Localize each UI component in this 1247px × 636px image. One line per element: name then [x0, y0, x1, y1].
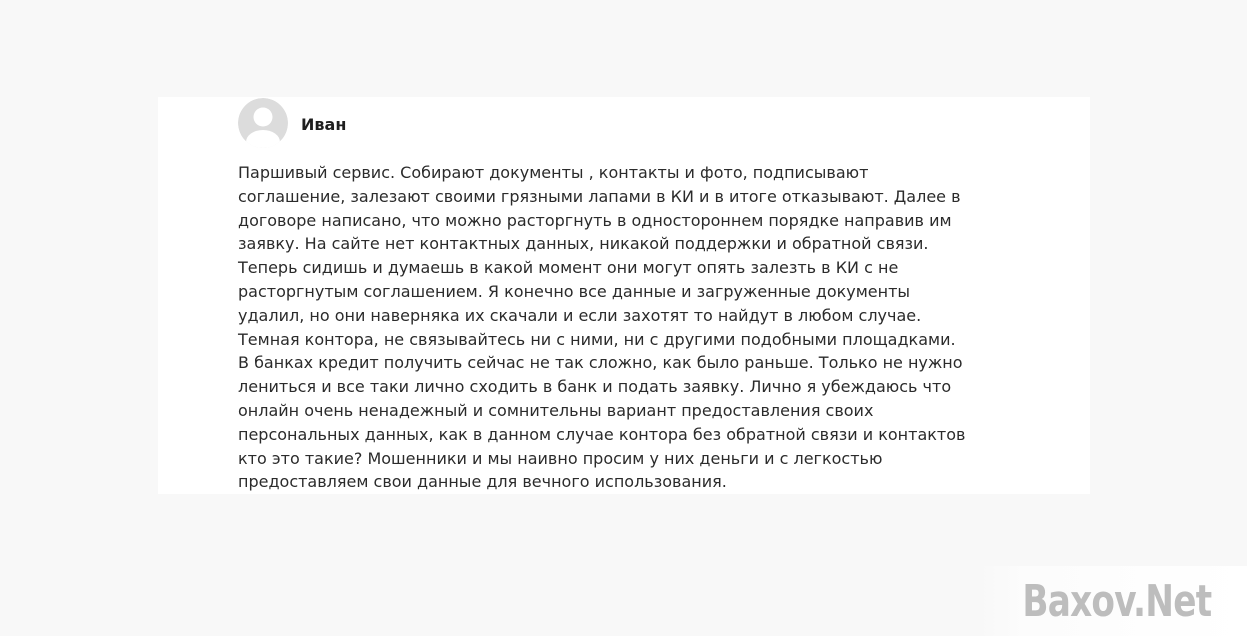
watermark-text: Baxov.Net [1021, 576, 1211, 627]
default-user-avatar-icon [238, 98, 288, 148]
comment-author-name: Иван [301, 115, 347, 134]
comment-text [238, 161, 968, 494]
comment-paragraph: Темная контора, не связывайтесь ни с ними, ни с другими подобными площадками. В банках кредит получить сейчас не так сложно, как было раньше. Только не нужно лениться и все таки лично сходить в банк и подать заявку. Лично я убеждаюсь что онлайн очень ненадежный и сомнительны вариант предоставления своих персональных данных, как в данном случае контора без обратной связи и контактов кто это такие? Мошенники и мы наивно просим у них деньги и с легкостью предоставляем свои данные для вечного использования. [238, 329, 966, 492]
comment-card [158, 97, 1090, 494]
comment-paragraph: Паршивый сервис. Собирают документы , контакты и фото, подписывают соглашение, залезают своими грязными лапами в КИ и в итоге отказывают. Далее в договоре написано, что можно расторгнуть в одностороннем порядке направив им заявку. На сайте нет контактных данных, никакой поддержки и обратной связи. Теперь сидишь и думаешь в какой момент они могут опять залезть в КИ с не расторгнутым соглашением. Я конечно все данные и загруженные документы удалил, но они наверняка их скачали и если захотят то найдут в любом случае. [238, 163, 961, 325]
site-watermark [977, 566, 1247, 636]
